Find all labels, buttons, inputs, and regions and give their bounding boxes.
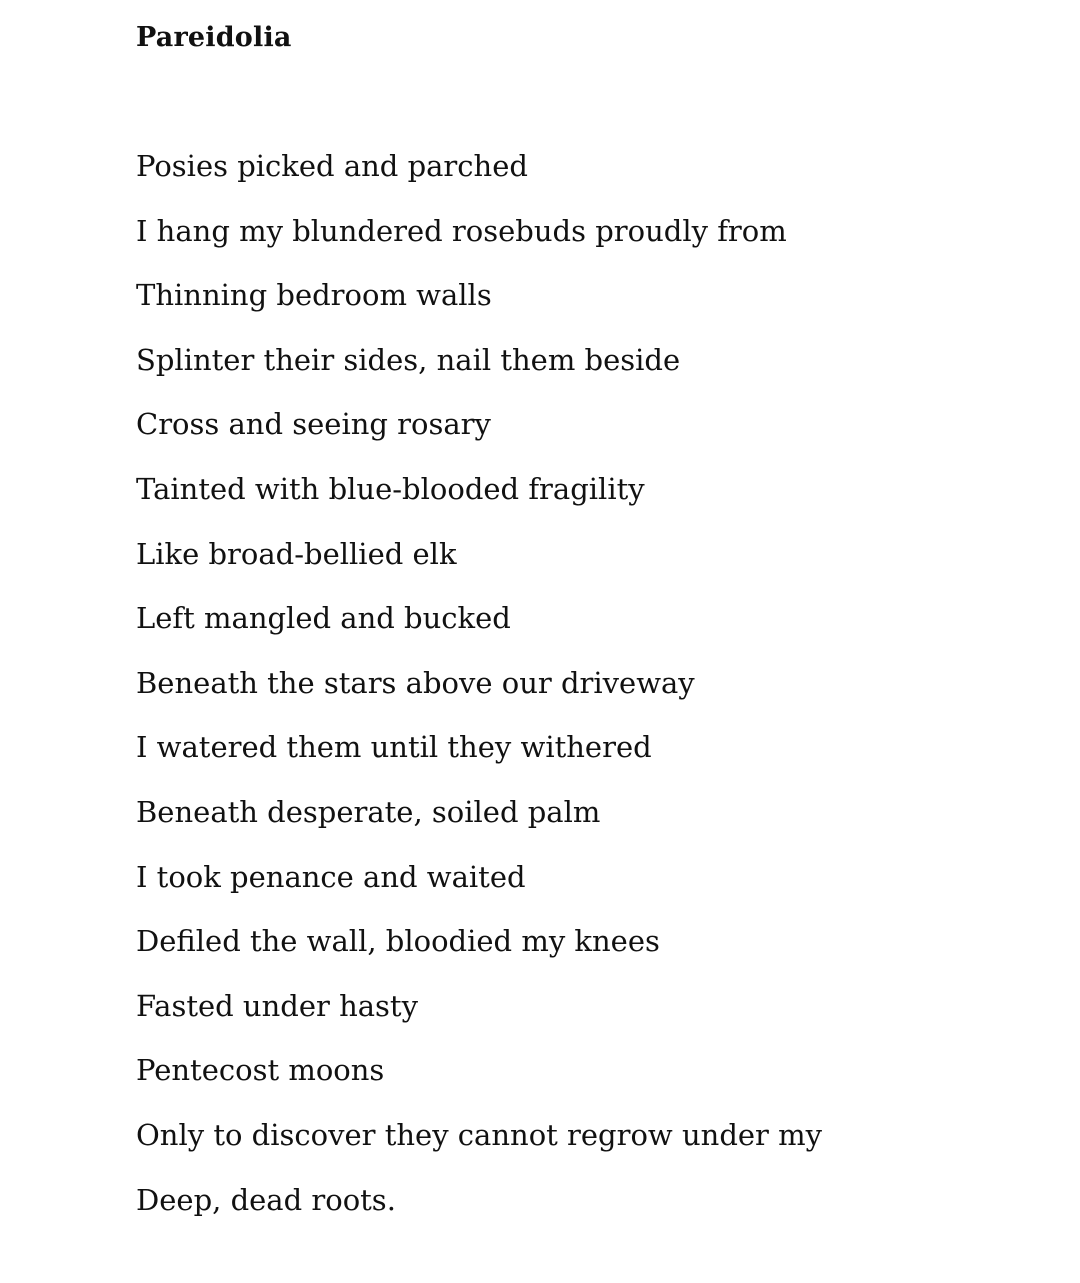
poem-line: Cross and seeing rosary	[136, 407, 491, 442]
poem-lines	[136, 146, 822, 1244]
poem-line: Beneath the stars above our driveway	[136, 665, 695, 700]
poem-line: Thinning bedroom walls	[136, 278, 492, 313]
poem-line: Deep, dead roots.	[136, 1182, 396, 1217]
poem-line: Tainted with blue-blooded fragility	[136, 471, 645, 506]
poem-title: Pareidolia	[136, 22, 292, 53]
poem-line: I took penance and waited	[136, 859, 526, 894]
poem-line: I watered them until they withered	[136, 730, 652, 765]
poem-line: Defiled the wall, bloodied my knees	[136, 924, 660, 959]
poem-line: Posies picked and parched	[136, 149, 528, 183]
poem-line: Like broad-bellied elk	[136, 536, 457, 571]
poem-line: Pentecost moons	[136, 1053, 385, 1088]
poem-line: Only to discover they cannot regrow under my	[136, 1117, 823, 1152]
poem-line: Left mangled and bucked	[136, 601, 511, 636]
poem-line: I hang my blundered rosebuds proudly from	[136, 213, 787, 248]
poem-line: Beneath desperate, soiled palm	[136, 794, 601, 829]
poem-line: Fasted under hasty	[136, 988, 418, 1023]
poem-line: Splinter their sides, nail them beside	[136, 342, 681, 377]
